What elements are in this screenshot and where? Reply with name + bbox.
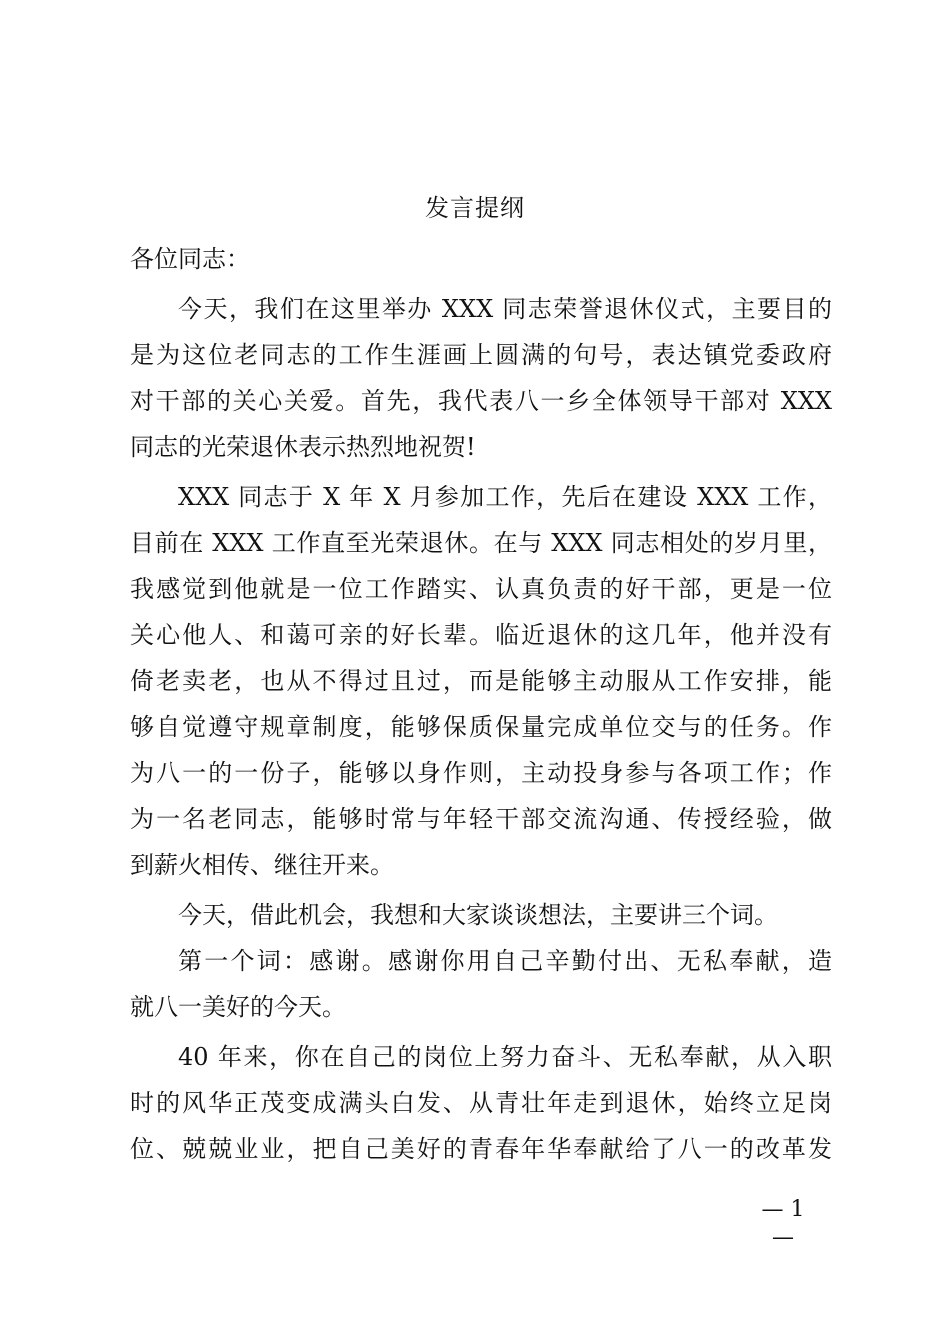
paragraph-line: 今天，借此机会，我想和大家谈谈想法，主要讲三个词。 xyxy=(178,901,778,929)
page-number: — 1 — xyxy=(761,1197,805,1250)
document-title: 发言提纲 xyxy=(425,194,525,222)
paragraph-line: 就八一美好的今天。 xyxy=(130,993,346,1021)
paragraph-line: 到薪火相传、继往开来。 xyxy=(130,851,394,879)
paragraph-line: XXX 同志于 X 年 X 月参加工作，先后在建设 XXX 工作， xyxy=(178,483,832,511)
paragraph-line: 目前在 XXX 工作直至光荣退休。在与 XXX 同志相处的岁月里， xyxy=(130,529,832,557)
document-body xyxy=(130,236,832,1172)
paragraph-2 xyxy=(130,474,832,888)
paragraph-line: 倚老卖老，也从不得过且过，而是能够主动服从工作安排，能 xyxy=(130,667,832,695)
paragraph-line: 是为这位老同志的工作生涯画上圆满的句号，表达镇党委政府 xyxy=(130,341,832,369)
paragraph-line: 够自觉遵守规章制度，能够保质保量完成单位交与的任务。作 xyxy=(130,713,832,741)
paragraph-line: 我感觉到他就是一位工作踏实、认真负责的好干部，更是一位 xyxy=(130,575,832,603)
paragraph-line: 40 年来，你在自己的岗位上努力奋斗、无私奉献，从入职 xyxy=(178,1043,832,1071)
salutation: 各位同志： xyxy=(130,245,250,273)
paragraph-line: 同志的光荣退休表示热烈地祝贺! xyxy=(130,433,476,461)
paragraph-line: 对干部的关心关爱。首先，我代表八一乡全体领导干部对 XXX xyxy=(130,387,832,415)
paragraph-line: 今天，我们在这里举办 XXX 同志荣誉退休仪式，主要目的 xyxy=(178,295,832,323)
paragraph-line: 为一名老同志，能够时常与年轻干部交流沟通、传授经验，做 xyxy=(130,805,832,833)
paragraph-line: 为八一的一份子，能够以身作则，主动投身参与各项工作；作 xyxy=(130,759,832,787)
paragraph-line: 第一个词：感谢。感谢你用自己辛勤付出、无私奉献，造 xyxy=(178,947,832,975)
paragraph-line: 时的风华正茂变成满头白发、从青壮年走到退休，始终立足岗 xyxy=(130,1089,832,1117)
paragraph-3 xyxy=(130,892,832,938)
paragraph-line: 关心他人、和蔼可亲的好长辈。临近退休的这几年，他并没有 xyxy=(130,621,832,649)
paragraph-5 xyxy=(130,1034,832,1172)
paragraph-1 xyxy=(130,286,832,470)
paragraph-line: 位、兢兢业业，把自己美好的青春年华奉献给了八一的改革发 xyxy=(130,1135,832,1163)
paragraph-4 xyxy=(130,938,832,1030)
